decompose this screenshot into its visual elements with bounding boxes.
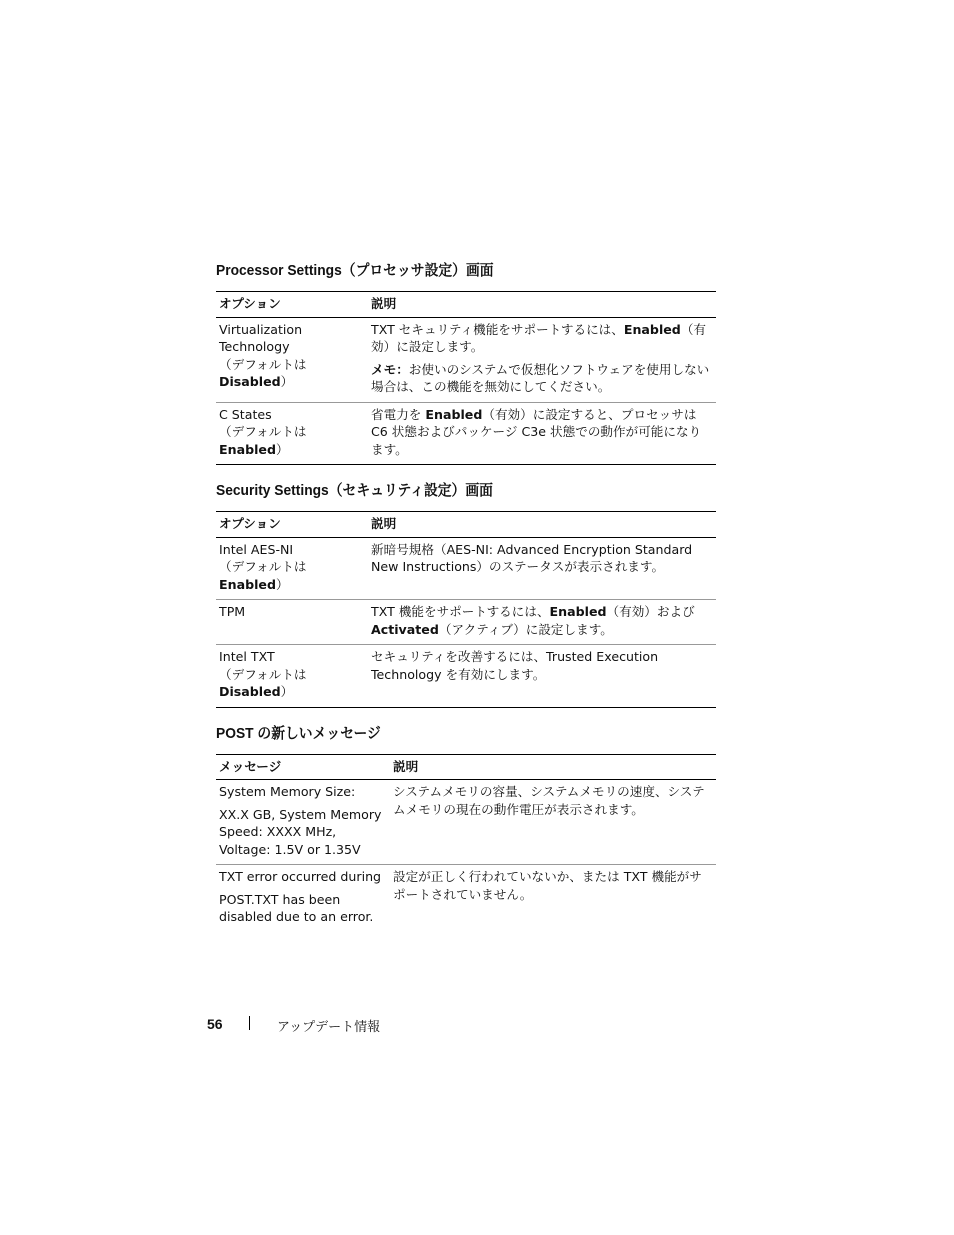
option-default: （デフォルトは Enabled） (219, 559, 307, 592)
option-default: （デフォルトは Disabled） (219, 356, 307, 389)
description-cell: システムメモリの容量、システムメモリの速度、システムメモリの現在の動作電圧が表示されます。 (393, 784, 705, 817)
message-line: POST.TXT has been disabled due to an error. (219, 891, 374, 924)
message-cell (216, 780, 390, 865)
option-name: Virtualization Technology (219, 321, 303, 354)
table-header-row (216, 292, 716, 318)
description-text: TXT セキュリティ機能をサポートするには、Enabled（有効）に設定します。 (371, 321, 707, 354)
memo-note: メモ：お使いのシステムで仮想化ソフトウェアを使用しない場合は、この機能を無効にしてください。 (371, 361, 710, 394)
message-line: System Memory Size: (219, 784, 356, 799)
table-header-row (216, 754, 716, 780)
description-cell: 設定が正しく行われていないか、または TXT 機能がサポートされていません。 (393, 869, 702, 902)
option-cell (216, 402, 368, 465)
page-number: 56 (207, 1016, 223, 1032)
section-title-post-messages: POST の新しいメッセージ (216, 724, 381, 742)
message-cell (216, 865, 390, 932)
document-page (216, 259, 716, 932)
message-line: XX.X GB, System Memory Speed: XXXX MHz, Voltage: 1.5V or 1.35V (219, 806, 382, 857)
option-cell (216, 645, 368, 708)
description-cell: セキュリティを改善するには、Trusted Execution Technology を有効にします。 (371, 649, 659, 682)
header-option: オプション (219, 296, 281, 311)
description-cell (368, 317, 716, 402)
option-default: （デフォルトは Enabled） (219, 424, 307, 457)
header-description: 説明 (371, 516, 397, 531)
footer-separator (249, 1016, 250, 1030)
option-default: （デフォルトは Disabled） (219, 666, 307, 699)
table-row (216, 317, 716, 402)
table-header-row (216, 512, 716, 538)
option-name: Intel TXT (219, 649, 275, 664)
option-name: C States (219, 406, 272, 422)
message-line: TXT error occurred during (219, 869, 382, 884)
section-title-security-settings: Security Settings（セキュリティ設定）画面 (216, 482, 493, 499)
table-row (216, 600, 716, 645)
table-row (216, 645, 716, 708)
post-messages-table (216, 754, 716, 932)
table-row (216, 865, 716, 932)
header-description: 説明 (371, 296, 397, 311)
footer-title: アップデート情報 (277, 1020, 381, 1035)
option-cell (216, 317, 368, 402)
description-cell: TXT 機能をサポートするには、Enabled（有効）および Activated（アクティブ）に設定します。 (371, 604, 695, 637)
option-name: TPM (219, 604, 246, 619)
processor-settings-table (216, 291, 716, 465)
table-row (216, 537, 716, 600)
section-title-processor-settings: Processor Settings（プロセッサ設定）画面 (216, 262, 494, 279)
description-cell: 省電力を Enabled（有効）に設定すると、プロセッサは C6 状態およびパッケージ C3e 状態での動作が可能になります。 (371, 406, 702, 457)
security-settings-table (216, 511, 716, 708)
description-cell: 新暗号規格（AES-NI: Advanced Encryption Standard New Instructions）のステータスが表示されます。 (371, 541, 693, 574)
header-description: 説明 (393, 758, 419, 774)
option-cell (216, 600, 368, 645)
option-cell (216, 537, 368, 600)
header-option: オプション (219, 516, 281, 531)
option-name: Intel AES-NI (219, 541, 294, 557)
table-row (216, 402, 716, 465)
header-message: メッセージ (219, 758, 282, 774)
table-row (216, 780, 716, 865)
